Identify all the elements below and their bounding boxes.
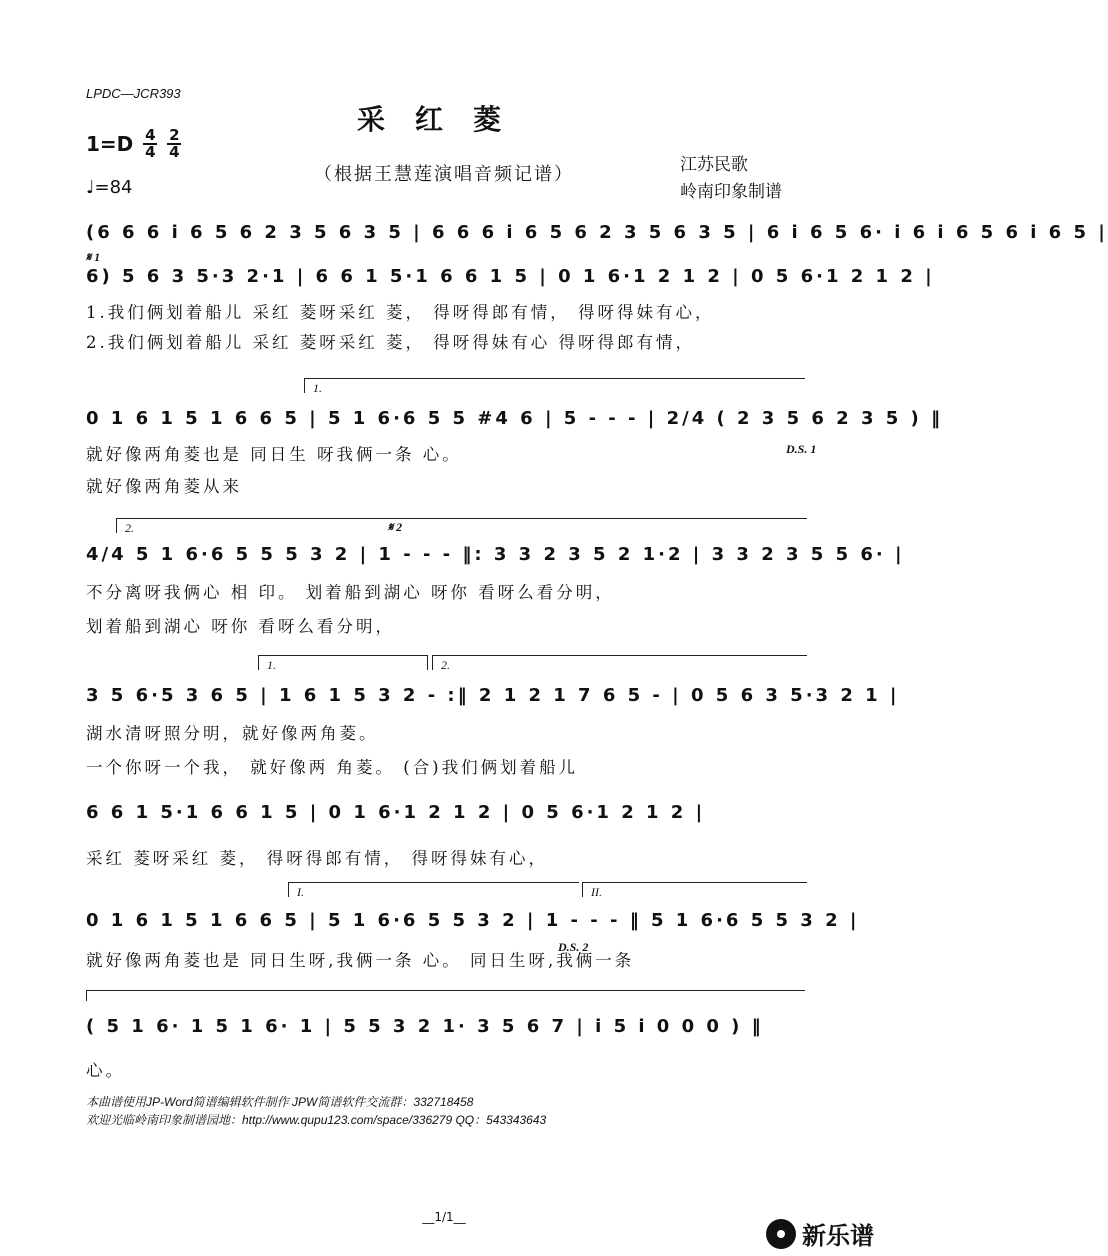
song-subtitle: （根据王慧莲演唱音频记谱） xyxy=(314,164,574,185)
score-row-1 xyxy=(86,222,1108,243)
time-signature-2: $\frac{2}{4}$ xyxy=(169,126,180,161)
segno-marker: 𝄋 1 xyxy=(86,250,101,264)
lyric-line: 划着船到湖心 呀你 看呀么看分明， xyxy=(86,617,395,636)
volta-bracket: 1. xyxy=(304,378,805,393)
lyric-line: 就好像两角菱也是 同日生 呀我俩一条 心。 xyxy=(86,445,462,464)
segno-marker: 𝄋 2 xyxy=(388,520,403,534)
score-row-5 xyxy=(86,655,900,778)
tempo-marking: ♩=84 xyxy=(86,177,133,198)
record-disc-icon xyxy=(766,1219,796,1249)
volta-bracket: II. xyxy=(582,882,807,897)
score-row-4 xyxy=(86,518,905,637)
notation-line: 6) 5 6 3 5·3 2·1 | 6 6 1 5·1 6 6 1 5 | 0 1 6·1 2 1 2 | 0 5 6·1 2 1 2 | xyxy=(86,266,935,287)
score-row-2 xyxy=(86,250,935,353)
lyric-line: 就好像两角菱从来 xyxy=(86,477,242,496)
dal-segno-marker: D.S. 2 xyxy=(558,940,589,954)
score-code: LPDC—JCR393 xyxy=(86,86,181,101)
dal-segno-marker: D.S. 1 xyxy=(786,442,817,456)
footer-website-note: 欢迎光临岭南印象制谱园地：http://www.qupu123.com/space/336279 QQ：543343643 xyxy=(86,1113,547,1127)
notation-line: (6 6 6 i 6 5 6 2 3 5 6 3 5 | 6 6 6 i 6 5 6 2 3 5 6 3 5 | 6 i 6 5 6· i 6 i 6 5 6 i 6 5 | xyxy=(86,222,1108,243)
notation-line: 3 5 6·5 3 6 5 | 1 6 1 5 3 2 - :‖ 2 1 2 1 7 6 5 - | 0 5 6 3 5·3 2 1 | xyxy=(86,685,900,706)
footer-software-note: 本曲谱使用JP-Word简谱编辑软件制作 JPW简谱软件交流群：332718458 xyxy=(86,1095,474,1109)
volta-bracket: 2. xyxy=(116,518,807,533)
site-logo xyxy=(766,1216,874,1251)
logo-text: 新乐谱 xyxy=(802,1222,874,1250)
lyric-line: 就好像两角菱也是 同日生呀,我俩一条 心。 同日生呀,我俩一条 xyxy=(86,951,635,970)
lyric-line: 心。 xyxy=(86,1061,125,1080)
lyric-line: 不分离呀我俩心 相 印。 划着船到湖心 呀你 看呀么看分明， xyxy=(86,583,615,602)
score-row-3 xyxy=(86,378,944,497)
notation-line: 6 6 1 5·1 6 6 1 5 | 0 1 6·1 2 1 2 | 0 5 6·1 2 1 2 | xyxy=(86,802,706,823)
score-row-6 xyxy=(86,802,808,869)
composer-credit: 江苏民歌 xyxy=(680,155,748,175)
volta-bracket: I. xyxy=(288,882,579,897)
page-number: __1/1__ xyxy=(422,1210,466,1224)
arranger-credit: 岭南印象制谱 xyxy=(680,182,782,202)
volta-bracket: 1. xyxy=(258,655,428,670)
volta-bracket xyxy=(86,990,805,1001)
notation-line: 0 1 6 1 5 1 6 6 5 | 5 1 6·6 5 5 #4 6 | 5 - - - | 2/4 ( 2 3 5 6 2 3 5 ) ‖ xyxy=(86,408,944,429)
lyric-line: 2.我们俩划着船儿 采红 菱呀采红 菱， 得呀得妹有心 得呀得郎有情， xyxy=(86,333,695,352)
score-row-8 xyxy=(86,990,808,1081)
notation-line: ( 5 1 6· 1 5 1 6· 1 | 5 5 3 2 1· 3 5 6 7 | i 5 i 0 0 0 ) ‖ xyxy=(86,1016,764,1037)
lyric-line: 一个你呀一个我， 就好像两 角菱。 (合)我们俩划着船儿 xyxy=(86,758,579,777)
lyric-line: 1.我们俩划着船儿 采红 菱呀采红 菱， 得呀得郎有情， 得呀得妹有心， xyxy=(86,303,715,322)
key-signature xyxy=(86,128,181,160)
time-signature-1: $\frac{4}{4}$ xyxy=(145,126,156,161)
lyric-line: 采红 菱呀采红 菱， 得呀得郎有情， 得呀得妹有心， xyxy=(86,849,548,868)
volta-bracket: 2. xyxy=(432,655,807,670)
notation-line: 0 1 6 1 5 1 6 6 5 | 5 1 6·6 5 5 3 2 | 1 - - - ‖ 5 1 6·6 5 5 3 2 | xyxy=(86,910,860,931)
score-row-7 xyxy=(86,882,860,971)
song-title: 采红菱 xyxy=(356,103,531,136)
lyric-line: 湖水清呀照分明，就好像两角菱。 xyxy=(86,724,379,743)
key-label: 1=D xyxy=(86,132,134,156)
notation-line: 4/4 5 1 6·6 5 5 5 3 2 | 1 - - - ‖: 3 3 2 3 5 2 1·2 | 3 3 2 3 5 5 6· | xyxy=(86,544,905,565)
